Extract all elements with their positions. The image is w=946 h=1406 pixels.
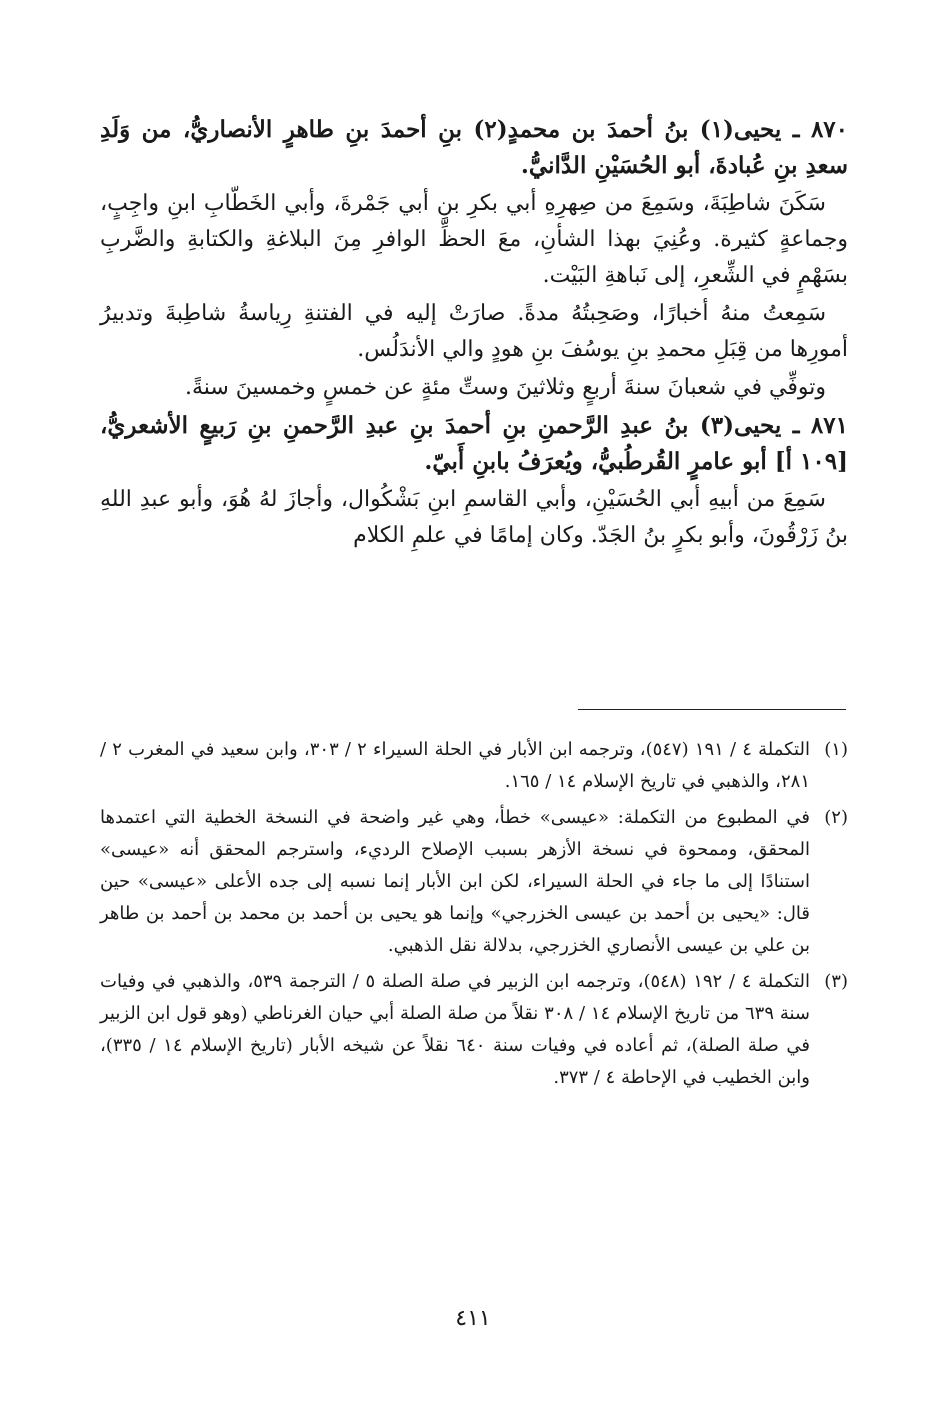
entry-870-paragraph-2: سَمِعتُ منهُ أخبارًا، وصَحِبتُهُ مدةً. صارَتْ إليه في الفتنةِ رِياسةُ شاطِبةَ وتدبيرُ أمورِها من قِبَلِ محمدِ بنِ يوسُفَ بنِ هودٍ والي الأندَلُس. bbox=[100, 301, 848, 362]
footnote-number: (٢) bbox=[824, 807, 848, 828]
entry-871-heading: ٨٧١ ـ يحيى(٣) بنُ عبدِ الرَّحمنِ بنِ أحمدَ بنِ عبدِ الرَّحمنِ بنِ رَبيعٍ الأشعريُّ، [١٠٩ أ] أبو عامرٍ القُرطُبيُّ، ويُعرَفُ بابنِ أَبيّ. bbox=[100, 412, 848, 475]
footnote-separator bbox=[578, 709, 846, 710]
footnote bbox=[100, 734, 848, 798]
entry-871-paragraph-1: سَمِعَ من أبيهِ أبي الحُسَيْنِ، وأبي القاسمِ ابنِ بَشْكُوال، وأجازَ لهُ هُوَ، وأبو عبدِ اللهِ بنُ زَرْقُونَ، وأبو بكرٍ بنُ الجَدّ. وكان إمامًا في علمِ الكلام bbox=[100, 487, 848, 548]
entry-870-heading: ٨٧٠ ـ يحيى(١) بنُ أحمدَ بن محمدٍ(٢) بنِ أحمدَ بنِ طاهرٍ الأنصاريُّ، من وَلَدِ سعدِ بنِ عُبادةَ، أبو الحُسَيْنِ الدَّانيُّ. bbox=[100, 116, 848, 179]
footnote-text: التكملة ٤ / ١٩٢ (٥٤٨)، وترجمه ابن الزبير في صلة الصلة ٥ / الترجمة ٥٣٩، والذهبي في وفيات سنة ٦٣٩ من تاريخ الإسلام ١٤ / ٣٠٨ نقلاً من صلة الصلة أبي حيان الغرناطي (وهو قول ابن الزبير في صلة الصلة)، ثم أعاده في وفيات سنة ٦٤٠ نقلاً عن شيخه الأبار (تاريخ الإسلام ١٤ / ٣٣٥)، وابن الخطيب في الإحاطة ٤ / ٣٧٣. bbox=[100, 971, 810, 1088]
footnote-number: (٣) bbox=[824, 971, 848, 992]
footnote-number: (١) bbox=[824, 739, 848, 760]
footnote-text: في المطبوع من التكملة: «عيسى» خطأ، وهي غير واضحة في النسخة الخطية التي اعتمدها المحقق، وممحوة في نسخة الأزهر بسبب الإصلاح الرديء، واسترجم المحقق أنه «عيسى» استنادًا إلى ما جاء في الحلة السيراء، لكن ابن الأبار إنما نسبه إلى جده الأعلى «عيسى» حين قال: «يحيى بن أحمد بن عيسى الخزرجي» وإنما هو يحيى بن أحمد بن محمد بن أحمد بن طاهر بن علي بن عيسى الأنصاري الخزرجي، بدلالة نقل الذهبي. bbox=[100, 807, 810, 956]
main-text-block bbox=[100, 112, 848, 556]
page-number: ٤١١ bbox=[455, 1306, 491, 1331]
footnote-text: التكملة ٤ / ١٩١ (٥٤٧)، وترجمه ابن الأبار في الحلة السيراء ٢ / ٣٠٣، وابن سعيد في المغرب ٢ / ٢٨١، والذهبي في تاريخ الإسلام ١٤ / ١٦٥. bbox=[100, 739, 810, 792]
entry-870-paragraph-1: سَكَنَ شاطِبَةَ، وسَمِعَ من صِهرِهِ أبي بكرِ بنِ أبي جَمْرةَ، وأبي الخَطّابِ ابنِ واجِبٍ، وجماعةٍ كثيرة. وعُنِيَ بهذا الشأنِ، معَ الحظِّ الوافرِ مِنَ البلاغةِ والكتابةِ والضَّربِ بسَهْمٍ في الشِّعرِ، إلى نَباهةِ البَيْت. bbox=[100, 191, 848, 288]
entry-870-paragraph-3: وتوفِّي في شعبانَ سنةَ أربعٍ وثلاثينَ وستِّ مئةٍ عن خمسٍ وخمسينَ سنةً. bbox=[184, 375, 826, 400]
footnote bbox=[100, 802, 848, 962]
footnotes-block bbox=[100, 734, 848, 1098]
footnote bbox=[100, 966, 848, 1094]
